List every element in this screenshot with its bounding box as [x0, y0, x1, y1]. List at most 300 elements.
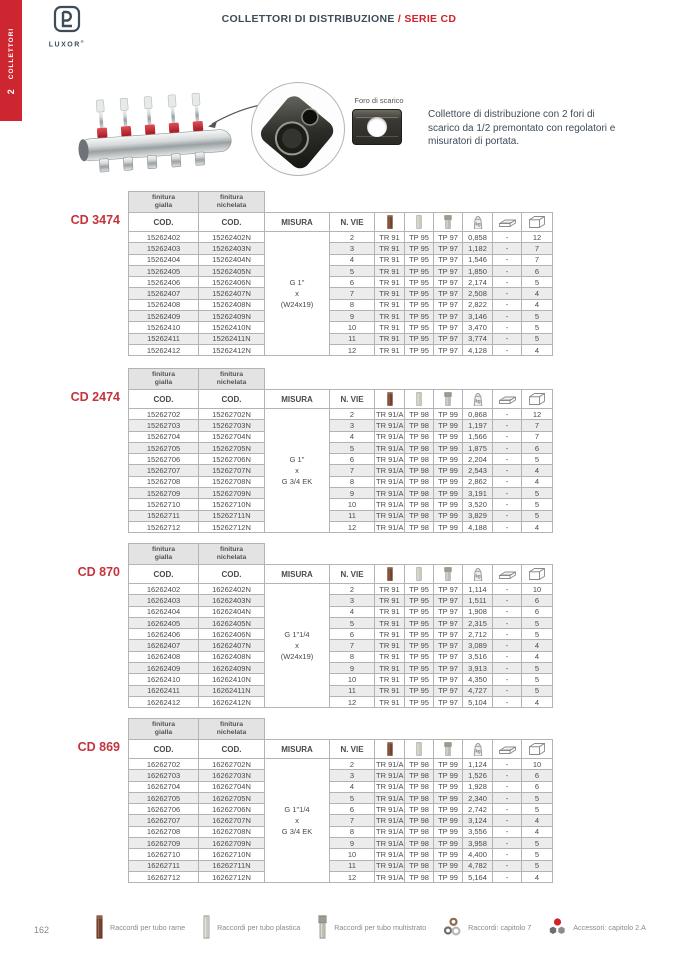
cod-gialla-cell: 15262712	[129, 521, 199, 532]
raccordo-plastica-cell: TP 95	[405, 640, 434, 651]
cartone-cell: 5	[522, 674, 553, 685]
confezione-cell: -	[493, 871, 522, 882]
cod-gialla-cell: 15262403	[129, 243, 199, 254]
peso-kg-cell: 1,511	[463, 595, 493, 606]
cartone-cell: 12	[522, 232, 553, 243]
raccordo-plastica-cell: TP 98	[405, 454, 434, 465]
finitura-nichelata-header: finitura nichelata	[199, 719, 265, 740]
raccordo-plastica-cell: TP 95	[405, 311, 434, 322]
n-vie-cell: 12	[330, 696, 375, 707]
peso-kg-cell: 4,782	[463, 860, 493, 871]
raccordo-multistrato-cell: TP 97	[434, 277, 463, 288]
n-vie-cell: 7	[330, 465, 375, 476]
table-row	[129, 606, 553, 617]
cod-nichelata-cell: 15262409N	[199, 311, 265, 322]
cod-nichelata-cell: 16262405N	[199, 617, 265, 628]
copper-pipe-icon	[95, 915, 104, 939]
n-vie-cell: 12	[330, 871, 375, 882]
cartone-cell: 5	[522, 617, 553, 628]
table-row	[129, 651, 553, 662]
n-vie-cell: 2	[330, 759, 375, 770]
n-vie-cell: 5	[330, 617, 375, 628]
legend-item	[202, 915, 300, 939]
peso-kg-cell: 2,742	[463, 804, 493, 815]
table-row	[129, 792, 553, 803]
confezione-cell: -	[493, 617, 522, 628]
table-row	[129, 232, 553, 243]
cartone-cell: 6	[522, 265, 553, 276]
raccordo-multistrato-cell: TP 99	[434, 409, 463, 420]
n-vie-cell: 5	[330, 792, 375, 803]
cod-gialla-cell: 16262406	[129, 629, 199, 640]
confezione-cell: -	[493, 344, 522, 355]
raccordo-plastica-cell: TP 98	[405, 442, 434, 453]
finitura-row-spacer	[265, 719, 553, 740]
product-table	[128, 543, 553, 708]
copper-pipe-icon	[375, 390, 405, 409]
confezione-cell: -	[493, 442, 522, 453]
cod-gialla-cell: 15262411	[129, 333, 199, 344]
raccordo-plastica-cell: TP 98	[405, 510, 434, 521]
table-row	[129, 465, 553, 476]
raccordo-multistrato-cell: TP 99	[434, 420, 463, 431]
cod-gialla-cell: 16262712	[129, 871, 199, 882]
finitura-gialla-header: finitura gialla	[129, 719, 199, 740]
cartone-cell: 4	[522, 826, 553, 837]
peso-kg-cell: 1,566	[463, 431, 493, 442]
raccordo-plastica-cell: TP 98	[405, 781, 434, 792]
drain-hole-figure	[352, 96, 406, 145]
raccordo-multistrato-cell: TP 99	[434, 871, 463, 882]
confezione-cell: -	[493, 510, 522, 521]
cod-nichelata-header: COD.	[199, 740, 265, 759]
peso-kg-cell: 2,543	[463, 465, 493, 476]
table-row	[129, 454, 553, 465]
n-vie-cell: 2	[330, 232, 375, 243]
copper-pipe-icon	[375, 213, 405, 232]
raccordo-multistrato-cell: TP 97	[434, 254, 463, 265]
cod-gialla-header: COD.	[129, 565, 199, 584]
raccordo-rame-cell: TR 91/A	[376, 793, 404, 803]
raccordo-multistrato-cell: TP 99	[434, 476, 463, 487]
table-row	[129, 696, 553, 707]
n-vie-cell: 3	[330, 420, 375, 431]
cod-nichelata-cell: 16262407N	[199, 640, 265, 651]
raccordo-multistrato-cell: TP 97	[434, 617, 463, 628]
table-row	[129, 431, 553, 442]
raccordo-plastica-cell: TP 98	[405, 759, 434, 770]
cod-gialla-cell: 15262409	[129, 311, 199, 322]
peso-kg-cell: 4,188	[463, 521, 493, 532]
table-row	[129, 409, 553, 420]
product-section	[0, 80, 678, 190]
n-vie-cell: 3	[330, 243, 375, 254]
peso-kg-cell: 2,862	[463, 476, 493, 487]
cod-gialla-cell: 15262410	[129, 322, 199, 333]
raccordo-multistrato-cell: TP 99	[434, 849, 463, 860]
inner-pack-icon	[493, 390, 522, 409]
confezione-cell: -	[493, 488, 522, 499]
n-vie-cell: 11	[330, 333, 375, 344]
raccordo-plastica-cell: TP 95	[405, 243, 434, 254]
confezione-cell: -	[493, 770, 522, 781]
table-row	[129, 299, 553, 310]
n-vie-cell: 10	[330, 322, 375, 333]
raccordo-rame-cell: TR 91	[375, 696, 405, 707]
raccordo-plastica-cell: TP 98	[405, 499, 434, 510]
peso-kg-cell: 2,315	[463, 617, 493, 628]
raccordo-rame-cell: TR 91	[375, 663, 405, 674]
raccordo-rame-cell: TR 91	[375, 265, 405, 276]
svg-text:kg: kg	[474, 748, 481, 754]
raccordo-rame-cell: TR 91	[375, 640, 405, 651]
legend-item	[95, 915, 185, 939]
cartone-cell: 12	[522, 409, 553, 420]
confezione-cell: -	[493, 265, 522, 276]
n-vie-cell: 6	[330, 454, 375, 465]
cod-nichelata-cell: 15262705N	[199, 442, 265, 453]
table-row	[129, 849, 553, 860]
model-label: CD 870	[77, 565, 120, 579]
raccordo-rame-cell: TR 91	[375, 584, 405, 595]
n-vie-cell: 8	[330, 299, 375, 310]
raccordo-multistrato-cell: TP 99	[434, 454, 463, 465]
weight-kg-icon	[463, 565, 493, 584]
table-row	[129, 521, 553, 532]
n-vie-cell: 10	[330, 849, 375, 860]
table-row	[129, 826, 553, 837]
n-vie-cell: 4	[330, 781, 375, 792]
cartone-cell: 6	[522, 442, 553, 453]
cod-gialla-cell: 16262409	[129, 663, 199, 674]
raccordo-multistrato-cell: TP 99	[434, 770, 463, 781]
raccordo-plastica-cell: TP 95	[405, 617, 434, 628]
table-row	[129, 759, 553, 770]
peso-kg-cell: 3,774	[463, 333, 493, 344]
confezione-cell: -	[493, 651, 522, 662]
cod-gialla-cell: 16262408	[129, 651, 199, 662]
cartone-cell: 7	[522, 254, 553, 265]
peso-kg-cell: 0,858	[463, 232, 493, 243]
detail-photo-image	[252, 83, 345, 176]
raccordo-rame-cell: TR 91	[375, 629, 405, 640]
raccordo-rame-cell: TR 91	[375, 606, 405, 617]
peso-kg-cell: 3,089	[463, 640, 493, 651]
table-row	[129, 860, 553, 871]
page-title-series: / SERIE CD	[397, 13, 457, 25]
raccordo-plastica-cell: TP 98	[405, 431, 434, 442]
table-row	[129, 265, 553, 276]
raccordo-multistrato-cell: TP 99	[434, 815, 463, 826]
raccordo-multistrato-cell: TP 99	[434, 781, 463, 792]
n-vie-cell: 5	[330, 265, 375, 276]
raccordo-multistrato-cell: TP 97	[434, 243, 463, 254]
peso-kg-cell: 1,908	[463, 606, 493, 617]
cod-nichelata-cell: 16262408N	[199, 651, 265, 662]
cod-nichelata-cell: 16262706N	[199, 804, 265, 815]
misura-header: MISURA	[265, 565, 330, 584]
misura-cell: G 1"1/4 x G 3/4 EK	[265, 759, 330, 883]
cod-nichelata-cell: 16262704N	[199, 781, 265, 792]
raccordo-rame-cell: TR 91	[375, 243, 405, 254]
carton-icon	[522, 740, 553, 759]
raccordo-plastica-cell: TP 98	[405, 792, 434, 803]
table-row	[129, 322, 553, 333]
table-row	[129, 333, 553, 344]
confezione-cell: -	[493, 663, 522, 674]
cod-gialla-cell: 16262412	[129, 696, 199, 707]
peso-kg-cell: 1,928	[463, 781, 493, 792]
cod-gialla-cell: 15262407	[129, 288, 199, 299]
n-vie-header: N. VIE	[330, 740, 375, 759]
cod-gialla-cell: 16262703	[129, 770, 199, 781]
cartone-cell: 7	[522, 243, 553, 254]
raccordo-plastica-cell: TP 95	[405, 232, 434, 243]
cod-nichelata-cell: 16262403N	[199, 595, 265, 606]
raccordo-rame-cell: TR 91	[375, 322, 405, 333]
raccordo-rame-cell: TR 91	[375, 277, 405, 288]
legend-item	[548, 917, 646, 937]
raccordo-rame-cell: TR 91/A	[376, 432, 404, 442]
peso-kg-cell: 5,164	[463, 871, 493, 882]
peso-kg-cell: 2,340	[463, 792, 493, 803]
svg-text:kg: kg	[474, 221, 481, 227]
cod-gialla-cell: 15262405	[129, 265, 199, 276]
cod-nichelata-cell: 16262705N	[199, 792, 265, 803]
cartone-cell: 5	[522, 860, 553, 871]
peso-kg-cell: 1,114	[463, 584, 493, 595]
table-row	[129, 663, 553, 674]
peso-kg-cell: 1,850	[463, 265, 493, 276]
raccordo-multistrato-cell: TP 99	[434, 838, 463, 849]
peso-kg-cell: 1,526	[463, 770, 493, 781]
cod-gialla-cell: 16262403	[129, 595, 199, 606]
peso-kg-cell: 1,182	[463, 243, 493, 254]
cod-nichelata-header: COD.	[199, 565, 265, 584]
n-vie-cell: 9	[330, 838, 375, 849]
cartone-cell: 5	[522, 333, 553, 344]
table-row	[129, 674, 553, 685]
plastic-pipe-icon	[202, 915, 211, 939]
raccordo-rame-cell: TR 91/A	[376, 850, 404, 860]
product-table	[128, 368, 553, 533]
cod-gialla-cell: 16262708	[129, 826, 199, 837]
peso-kg-cell: 4,727	[463, 685, 493, 696]
raccordo-multistrato-cell: TP 99	[434, 826, 463, 837]
table-row	[129, 815, 553, 826]
misura-cell: G 1"1/4 x (W24x19)	[265, 584, 330, 708]
raccordo-rame-cell: TR 91/A	[376, 454, 404, 464]
raccordo-multistrato-cell: TP 97	[434, 606, 463, 617]
raccordo-rame-cell: TR 91/A	[376, 838, 404, 848]
cod-nichelata-cell: 15262711N	[199, 510, 265, 521]
drain-hole	[367, 117, 387, 137]
peso-kg-cell: 4,400	[463, 849, 493, 860]
cod-gialla-cell: 15262402	[129, 232, 199, 243]
cod-gialla-cell: 16262707	[129, 815, 199, 826]
plastic-pipe-icon	[405, 213, 434, 232]
cod-gialla-cell: 15262703	[129, 420, 199, 431]
cod-gialla-cell: 15262710	[129, 499, 199, 510]
svg-text:kg: kg	[474, 573, 481, 579]
cod-nichelata-cell: 16262406N	[199, 629, 265, 640]
n-vie-header: N. VIE	[330, 213, 375, 232]
raccordo-rame-cell: TR 91/A	[376, 443, 404, 453]
confezione-cell: -	[493, 838, 522, 849]
cod-nichelata-cell: 15262405N	[199, 265, 265, 276]
confezione-cell: -	[493, 232, 522, 243]
cartone-cell: 5	[522, 510, 553, 521]
cartone-cell: 5	[522, 685, 553, 696]
raccordo-plastica-cell: TP 98	[405, 860, 434, 871]
finitura-row-spacer	[265, 544, 553, 565]
raccordo-plastica-cell: TP 95	[405, 696, 434, 707]
plastic-pipe-icon	[405, 390, 434, 409]
raccordo-plastica-cell: TP 98	[405, 804, 434, 815]
table-row	[129, 617, 553, 628]
raccordo-multistrato-cell: TP 97	[434, 663, 463, 674]
cod-nichelata-cell: 16262710N	[199, 849, 265, 860]
raccordo-multistrato-cell: TP 99	[434, 759, 463, 770]
confezione-cell: -	[493, 815, 522, 826]
raccordo-plastica-cell: TP 95	[405, 288, 434, 299]
cod-gialla-cell: 16262710	[129, 849, 199, 860]
cartone-cell: 5	[522, 629, 553, 640]
legend-label: Raccordi per tubo rame	[110, 922, 186, 932]
peso-kg-cell: 2,712	[463, 629, 493, 640]
cod-nichelata-cell: 16262410N	[199, 674, 265, 685]
finitura-nichelata-header: finitura nichelata	[199, 544, 265, 565]
multilayer-pipe-icon	[434, 565, 463, 584]
cartone-cell: 5	[522, 838, 553, 849]
confezione-cell: -	[493, 826, 522, 837]
raccordo-rame-cell: TR 91/A	[376, 488, 404, 498]
cod-nichelata-cell: 15262709N	[199, 488, 265, 499]
cartone-cell: 6	[522, 770, 553, 781]
raccordo-plastica-cell: TP 95	[405, 606, 434, 617]
misura-header: MISURA	[265, 740, 330, 759]
n-vie-cell: 11	[330, 685, 375, 696]
cartone-cell: 4	[522, 815, 553, 826]
table-row	[129, 476, 553, 487]
n-vie-cell: 10	[330, 499, 375, 510]
confezione-cell: -	[493, 420, 522, 431]
confezione-cell: -	[493, 674, 522, 685]
confezione-cell: -	[493, 584, 522, 595]
cod-gialla-cell: 15262706	[129, 454, 199, 465]
table-row	[129, 344, 553, 355]
cartone-cell: 6	[522, 595, 553, 606]
confezione-cell: -	[493, 792, 522, 803]
cartone-cell: 5	[522, 454, 553, 465]
peso-kg-cell: 3,146	[463, 311, 493, 322]
cod-gialla-cell: 16262402	[129, 584, 199, 595]
raccordo-plastica-cell: TP 98	[405, 476, 434, 487]
confezione-cell: -	[493, 454, 522, 465]
cod-gialla-cell: 16262706	[129, 804, 199, 815]
peso-kg-cell: 4,350	[463, 674, 493, 685]
cod-gialla-cell: 16262405	[129, 617, 199, 628]
raccordo-multistrato-cell: TP 97	[434, 333, 463, 344]
n-vie-cell: 4	[330, 431, 375, 442]
table-row	[129, 781, 553, 792]
raccordo-plastica-cell: TP 95	[405, 344, 434, 355]
finitura-gialla-header: finitura gialla	[129, 544, 199, 565]
table-row	[129, 288, 553, 299]
raccordo-multistrato-cell: TP 99	[434, 510, 463, 521]
raccordo-plastica-cell: TP 95	[405, 629, 434, 640]
rings-icon	[443, 917, 462, 937]
cod-nichelata-cell: 15262407N	[199, 288, 265, 299]
inner-pack-icon	[493, 213, 522, 232]
cod-nichelata-cell: 15262703N	[199, 420, 265, 431]
cod-nichelata-header: COD.	[199, 213, 265, 232]
raccordo-multistrato-cell: TP 99	[434, 521, 463, 532]
raccordo-multistrato-cell: TP 97	[434, 322, 463, 333]
confezione-cell: -	[493, 849, 522, 860]
cod-gialla-cell: 16262407	[129, 640, 199, 651]
cod-nichelata-cell: 15262712N	[199, 521, 265, 532]
raccordo-plastica-cell: TP 95	[405, 322, 434, 333]
raccordo-plastica-cell: TP 98	[405, 420, 434, 431]
raccordo-multistrato-cell: TP 97	[434, 584, 463, 595]
raccordo-multistrato-cell: TP 97	[434, 696, 463, 707]
n-vie-cell: 7	[330, 815, 375, 826]
cod-nichelata-cell: 15262412N	[199, 344, 265, 355]
confezione-cell: -	[493, 629, 522, 640]
page-title	[0, 13, 678, 25]
n-vie-cell: 3	[330, 770, 375, 781]
cod-gialla-cell: 16262404	[129, 606, 199, 617]
cartone-cell: 5	[522, 311, 553, 322]
misura-header: MISURA	[265, 213, 330, 232]
confezione-cell: -	[493, 409, 522, 420]
cartone-cell: 4	[522, 871, 553, 882]
multilayer-pipe-icon	[434, 213, 463, 232]
peso-kg-cell: 1,875	[463, 442, 493, 453]
cod-gialla-cell: 15262406	[129, 277, 199, 288]
n-vie-cell: 2	[330, 584, 375, 595]
raccordo-plastica-cell: TP 98	[405, 465, 434, 476]
raccordo-plastica-cell: TP 98	[405, 826, 434, 837]
table-row	[129, 254, 553, 265]
raccordo-rame-cell: TR 91	[375, 674, 405, 685]
cod-nichelata-cell: 16262402N	[199, 584, 265, 595]
raccordo-rame-cell: TR 91	[375, 595, 405, 606]
luxor-logo	[44, 5, 90, 48]
confezione-cell: -	[493, 431, 522, 442]
cod-nichelata-cell: 15262702N	[199, 409, 265, 420]
raccordo-plastica-cell: TP 95	[405, 584, 434, 595]
raccordo-rame-cell: TR 91/A	[376, 861, 404, 871]
cartone-cell: 5	[522, 488, 553, 499]
cod-nichelata-header: COD.	[199, 390, 265, 409]
legend-label: Raccordi per tubo multistrato	[334, 922, 427, 932]
peso-kg-cell: 3,124	[463, 815, 493, 826]
raccordo-rame-cell: TR 91/A	[376, 409, 404, 419]
table-row	[129, 277, 553, 288]
raccordo-multistrato-cell: TP 99	[434, 431, 463, 442]
n-vie-cell: 12	[330, 521, 375, 532]
confezione-cell: -	[493, 781, 522, 792]
cartone-cell: 4	[522, 288, 553, 299]
confezione-cell: -	[493, 277, 522, 288]
cod-nichelata-cell: 15262406N	[199, 277, 265, 288]
n-vie-cell: 8	[330, 651, 375, 662]
confezione-cell: -	[493, 299, 522, 310]
raccordo-multistrato-cell: TP 99	[434, 860, 463, 871]
cod-nichelata-cell: 15262408N	[199, 299, 265, 310]
